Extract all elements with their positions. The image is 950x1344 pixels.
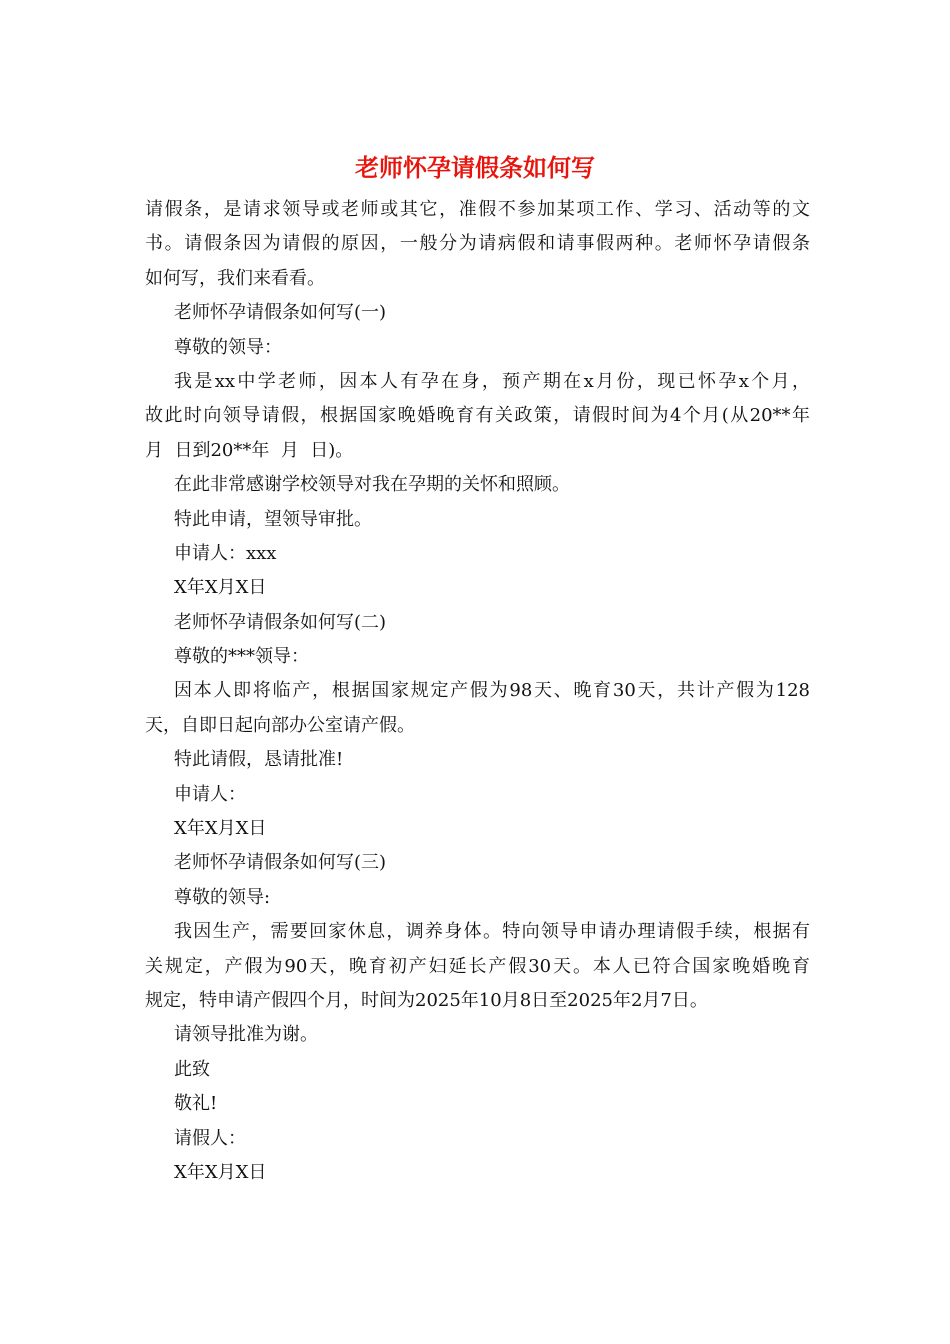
paragraph-line: 请领导批准为谢。 bbox=[174, 1024, 318, 1046]
paragraph-line: 规定，特申请产假四个月，时间为2025年10月8日至2025年2月7日。 bbox=[145, 989, 708, 1011]
applicant-line: 申请人： bbox=[174, 783, 246, 805]
paragraph-line: 请假条，是请求领导或老师或其它，准假不参加某项工作、学习、活动等的文 bbox=[145, 199, 810, 220]
paragraph-line: 书。请假条因为请假的原因，一般分为请病假和请事假两种。老师怀孕请假条 bbox=[145, 233, 810, 255]
applicant-line: 请假人： bbox=[174, 1127, 246, 1149]
section-heading: 老师怀孕请假条如何写(三) bbox=[174, 852, 387, 874]
salutation: 尊敬的领导： bbox=[174, 336, 282, 358]
closing-line: 敬礼! bbox=[174, 1093, 218, 1115]
closing-line: 此致 bbox=[174, 1058, 210, 1080]
paragraph-line: 因本人即将临产，根据国家规定产假为98天、晚育30天，共计产假为128 bbox=[174, 680, 810, 702]
section-heading: 老师怀孕请假条如何写(一) bbox=[174, 302, 387, 324]
applicant-line: 申请人：xxx bbox=[174, 542, 277, 564]
document-title: 老师怀孕请假条如何写 bbox=[355, 153, 595, 182]
paragraph-line: 天，自即日起向部办公室请产假。 bbox=[145, 714, 415, 736]
section-heading: 老师怀孕请假条如何写(二) bbox=[174, 611, 387, 633]
date-line: X年X月X日 bbox=[174, 818, 267, 840]
paragraph-line: 特此申请，望领导审批。 bbox=[174, 508, 372, 530]
paragraph-line: 故此时向领导请假，根据国家晚婚晚育有关政策，请假时间为4个月(从20**年 bbox=[145, 405, 810, 427]
salutation: 尊敬的领导: bbox=[174, 886, 271, 908]
paragraph-line: 我因生产，需要回家休息，调养身体。特向领导申请办理请假手续，根据有 bbox=[174, 921, 810, 943]
paragraph-line: 我是xx中学老师，因本人有孕在身，预产期在x月份，现已怀孕x个月， bbox=[174, 370, 810, 392]
salutation: 尊敬的***领导： bbox=[174, 646, 309, 668]
paragraph-line: 月 日到20**年 月 日)。 bbox=[145, 439, 354, 461]
document-body bbox=[145, 193, 810, 1190]
date-line: X年X月X日 bbox=[174, 1161, 267, 1183]
date-line: X年X月X日 bbox=[174, 577, 267, 599]
paragraph-line: 在此非常感谢学校领导对我在孕期的关怀和照顾。 bbox=[174, 474, 570, 496]
paragraph-line: 关规定，产假为90天，晚育初产妇延长产假30天。本人已符合国家晚婚晚育 bbox=[145, 955, 810, 977]
paragraph-line: 特此请假，恳请批准! bbox=[174, 749, 344, 771]
paragraph-line: 如何写，我们来看看。 bbox=[145, 267, 325, 289]
